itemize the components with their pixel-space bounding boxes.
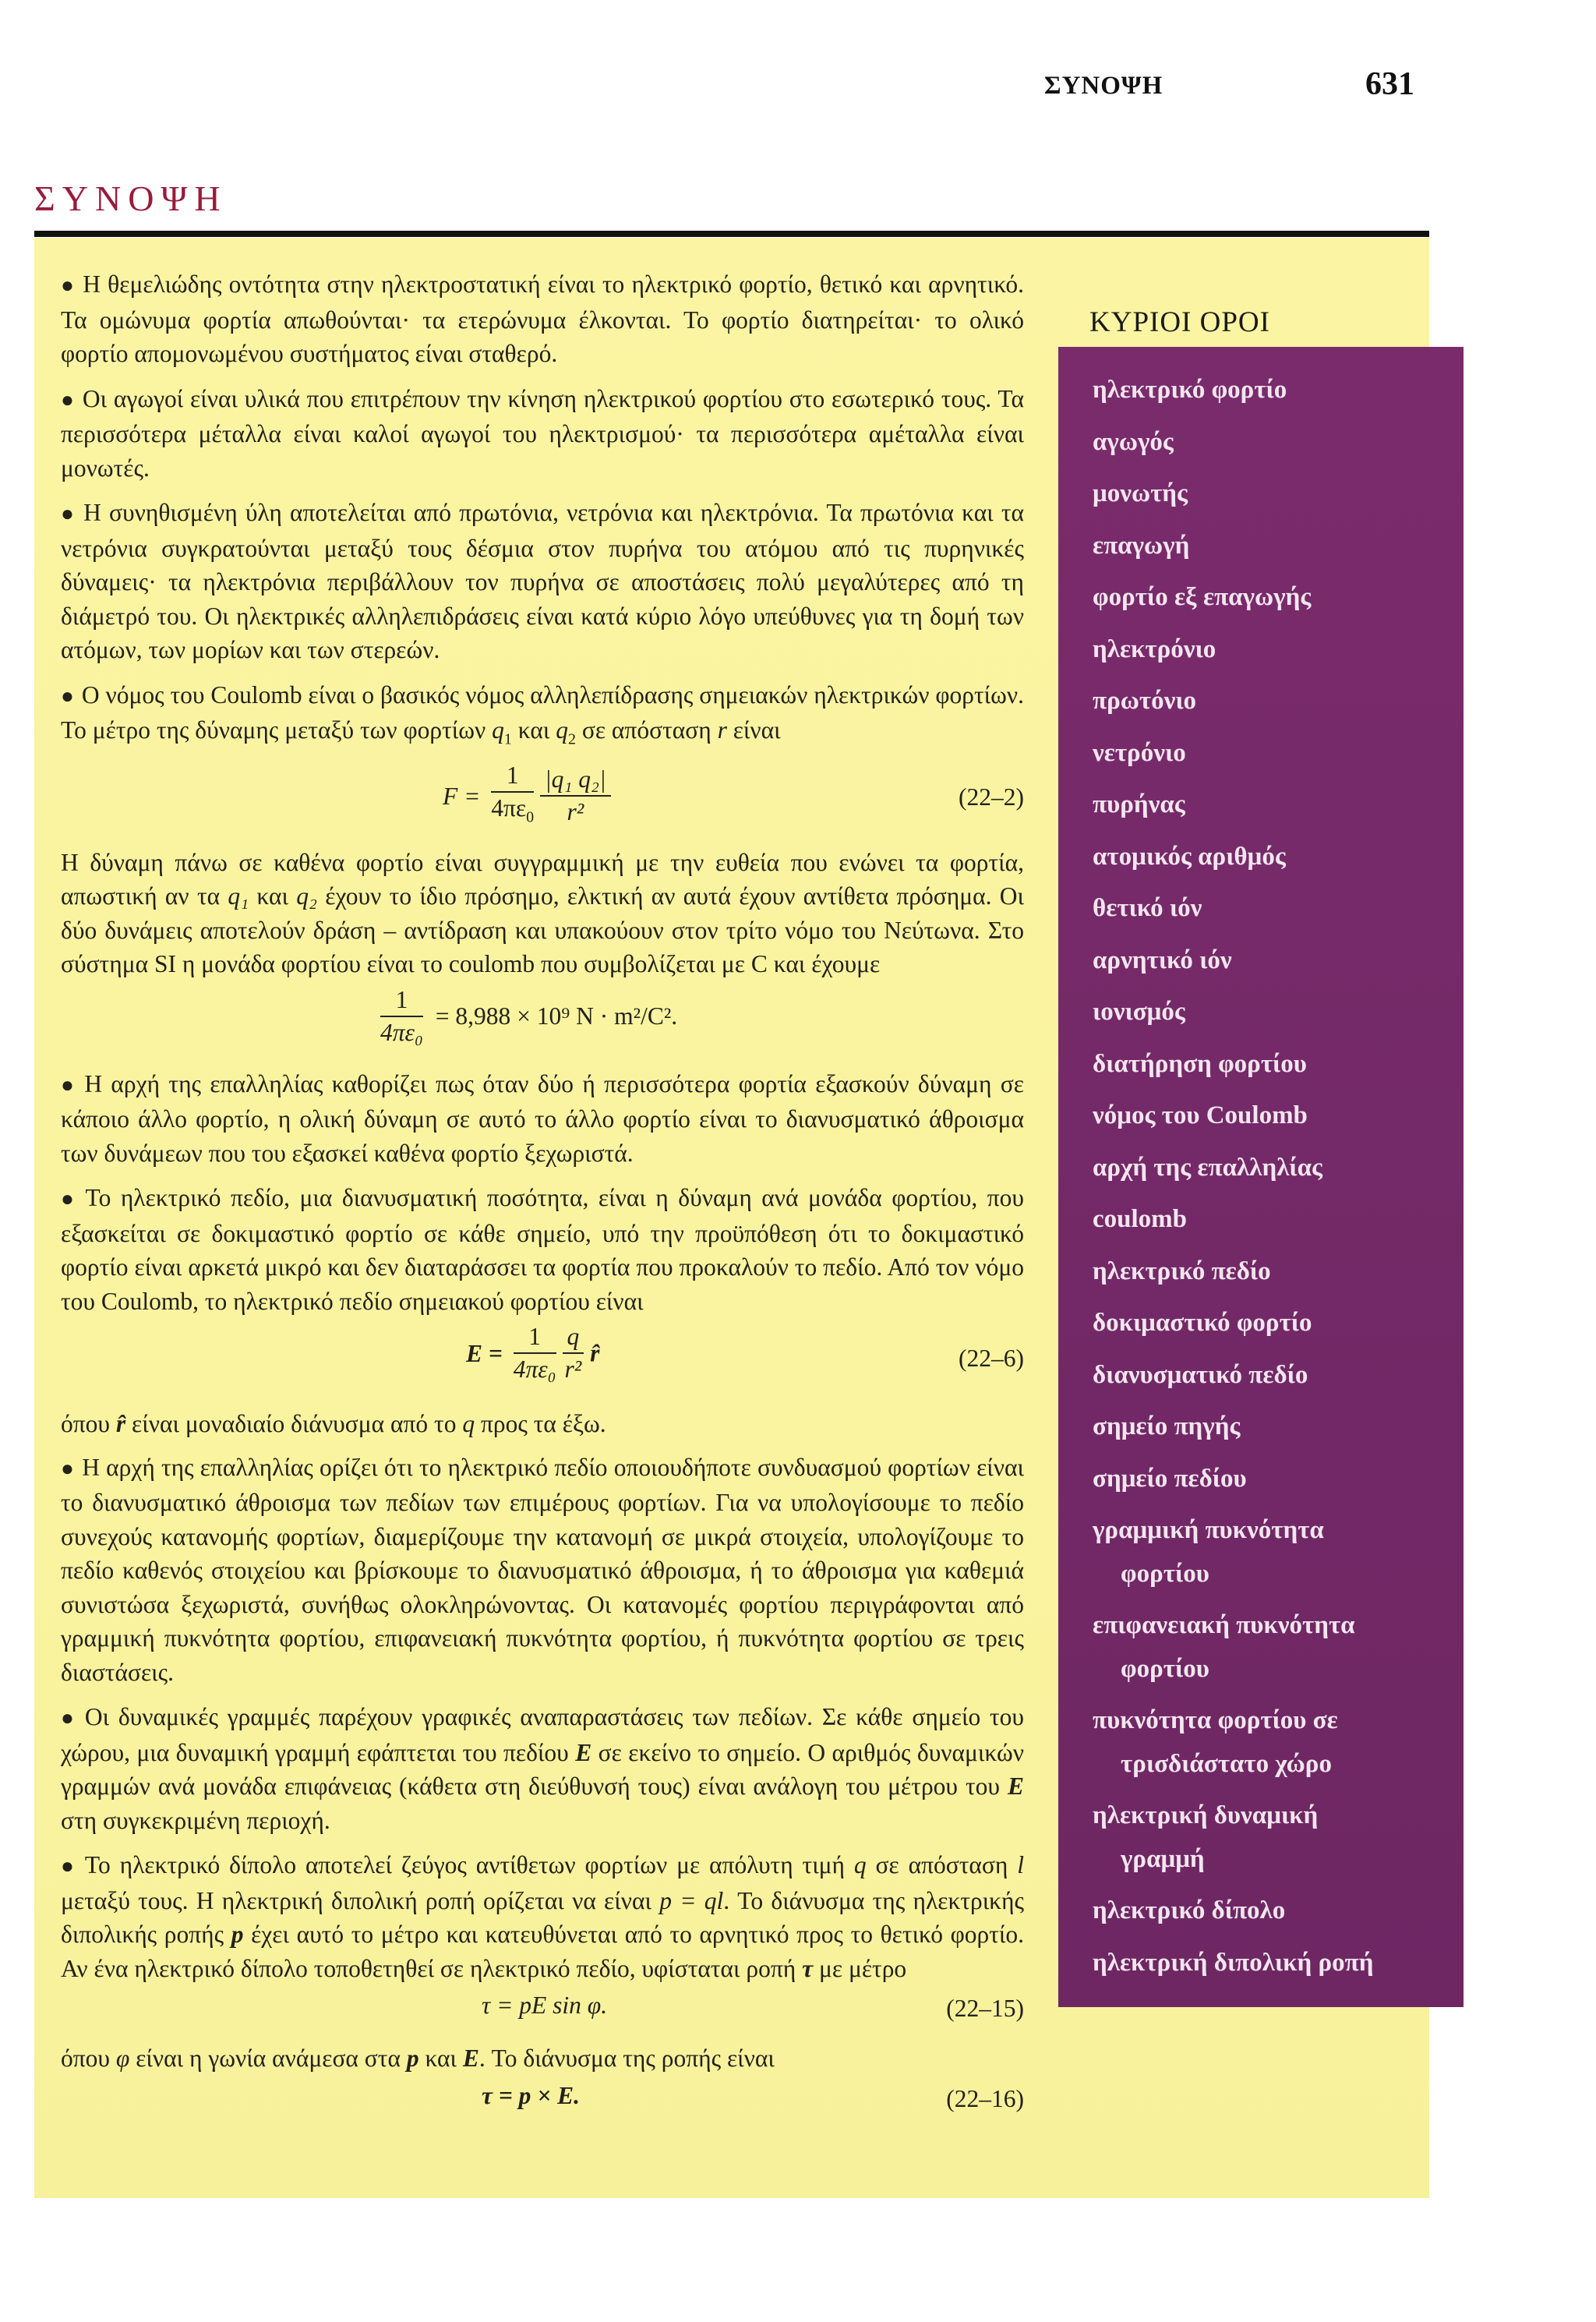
- bullet-icon: ●: [61, 387, 75, 412]
- key-term: διατήρηση φορτίου: [1093, 1049, 1307, 1078]
- equation-number: (22–15): [946, 1995, 1024, 2023]
- page-number: 631: [1365, 66, 1414, 102]
- summary-paragraph: ● Η αρχή της επαλληλίας ορίζει ότι το ηλεκτρικό πεδίο οποιουδήποτε συνδυασμού φορτίων είναι το διανυσματικό άθροισμα των πεδίων των επιμέρους φορτίων. Για να υπολογίσουμε το πεδίο συνεχούς κατανομής φορτίων, διαμερίζουμε την κατανομή σε μικρά στοιχεία, υπολογίζουμε το πεδίο καθενός στοιχείου και βρίσκουμε το διανυσματικό άθροισμα, ή το άθροισμα για καθεμιά συνιστώσα ξεχωριστά, συνήθως ολοκληρώνοντας. Οι κατανομές φορτίου περιγράφονται από γραμμική πυκνότητα φορτίου, επιφανειακή πυκνότητα φορτίου, ή πυκνότητα φορτίου σε τρεις διαστάσεις.: [61, 1453, 1024, 1686]
- equation-dipole-torque-magnitude: τ = pE sin φ. (22–15): [61, 1988, 1024, 2030]
- key-term: επιφανειακή πυκνότητα φορτίου: [1093, 1611, 1355, 1683]
- key-term: θετικό ιόν: [1093, 894, 1202, 922]
- key-term: πυρήνας: [1093, 790, 1185, 818]
- summary-paragraph: ● Οι δυναμικές γραμμές παρέχουν γραφικές αναπαραστάσεις των πεδίων. Σε κάθε σημείο του χώρου, μια δυναμική γραμμή εφάπτεται του πεδίου E σε εκείνο το σημείο. Ο αριθμός δυναμικών γραμμών ανά μονάδα επιφάνειας (κάθετα στη διεύθυνσή τους) είναι ανάλογη του μέτρου του E στη συγκεκριμένη περιοχή.: [61, 1703, 1024, 1834]
- bullet-icon: ●: [61, 274, 76, 298]
- key-term: ατομικός αριθμός: [1093, 842, 1286, 871]
- summary-paragraph: ● Η θεμελιώδης οντότητα στην ηλεκτροστατική είναι το ηλεκτρικό φορτίο, θετικό και αρνητικό. Τα ομώνυμα φορτία απωθούνται· τα ετερώνυμα έλκονται. Το φορτίο διατηρείται· το ολικό φορτίο απομονωμένου συστήματος είναι σταθερό.: [61, 270, 1024, 367]
- bullet-icon: ●: [61, 1854, 77, 1879]
- equation-dipole-torque-vector: τ = p × E. (22–16): [61, 2079, 1024, 2121]
- fraction: $\frac{1}{\text{4πε₀}}$: [513, 1323, 556, 1384]
- summary-paragraph: ● Το ηλεκτρικό πεδίο, μια διανυσματική ποσότητα, είναι η δύναμη ανά μονάδα φορτίου, που εξασκείται σε δοκιμαστικό φορτίο σε κάθε σημείο, υπό την προϋπόθεση ότι το δοκιμαστικό φορτίο είναι αρκετά μικρό και δεν διαταράσσει τα φορτία που προκαλούν το πεδίο. Από τον νόμο του Coulomb, το ηλεκτρικό πεδίο σημειακού φορτίου είναι: [61, 1184, 1024, 1315]
- bullet-icon: ●: [61, 1456, 75, 1481]
- running-title: ΣΥΝΟΨΗ: [1044, 72, 1163, 100]
- summary-paragraph: ● Η αρχή της επαλληλίας καθορίζει πως όταν δύο ή περισσότερα φορτία εξασκούν δύναμη σε κάποιο άλλο φορτίο, η ολική δύναμη σε αυτό το άλλο φορτίο είναι το διανυσματικό άθροισμα των δυνάμεων που του εξασκεί καθένα φορτίο ξεχωριστά.: [61, 1069, 1024, 1167]
- summary-paragraph: ● Οι αγωγοί είναι υλικά που επιτρέπουν την κίνηση ηλεκτρικού φορτίου στο εσωτερικό τους. Τα περισσότερα μέταλλα είναι καλοί αγωγοί του ηλεκτρισμού· τα περισσότερα αμέταλλα είναι μονωτές.: [61, 384, 1024, 482]
- summary-paragraph: όπου φ είναι η γωνία ανάμεσα στα p και E. Το διάνυσμα της ροπής είναι: [61, 2045, 775, 2073]
- equation-point-charge-field: E = $\frac{1}{\text{4πε₀}}$ $\frac{q}{\text{r²}}$ r̂ (22–6): [61, 1321, 1024, 1396]
- key-term: φορτίο εξ επαγωγής: [1093, 583, 1312, 611]
- key-term: ηλεκτρικό πεδίο: [1093, 1256, 1271, 1285]
- equation-number: (22–2): [959, 783, 1024, 811]
- key-term: σημείο πεδίου: [1093, 1464, 1247, 1493]
- summary-paragraph: ● Η συνηθισμένη ύλη αποτελείται από πρωτόνια, νετρόνια και ηλεκτρόνια. Τα πρωτόνια και τα νετρόνια συγκρατούνται μεταξύ τους δέσμια στον πυρήνα του ατόμου από τις πυρηνικές δύναμεις· τα ηλεκτρόνια περιβάλλουν τον πυρήνα σε αποστάσεις πολύ μεγαλύτερες από τη διάμετρό του. Οι ηλεκτρικές αλληλεπιδράσεις είναι κατά κύριο λόγο υπεύθυνες για τη δομή των ατόμων, των μορίων και των στερεών.: [61, 499, 1024, 663]
- fraction: $\frac{\text{|q₁ q₂|}}{\text{r²}}$: [540, 764, 611, 828]
- key-term: γραμμική πυκνότητα φορτίου: [1093, 1516, 1324, 1588]
- key-term: νετρόνιο: [1093, 738, 1186, 767]
- key-term: σημείο πηγής: [1093, 1412, 1241, 1440]
- key-term: δοκιμαστικό φορτίο: [1093, 1309, 1312, 1337]
- key-term: ηλεκτρική δυναμική γραμμή: [1093, 1801, 1319, 1873]
- key-term: ιονισμός: [1093, 998, 1185, 1026]
- key-term: αρνητικό ιόν: [1093, 945, 1232, 974]
- bullet-icon: ●: [61, 1706, 77, 1731]
- fraction: $\frac{q}{\text{r²}}$: [563, 1321, 584, 1385]
- equation-number: (22–6): [959, 1345, 1024, 1373]
- fraction: $\frac{1}{\text{4πε₀}}$: [380, 985, 423, 1046]
- fraction: $\frac{1}{4\pi\varepsilon_0}$: [491, 761, 535, 826]
- bullet-icon: ●: [61, 1187, 78, 1212]
- key-term: ηλεκτρόνιο: [1093, 634, 1216, 663]
- key-term: ηλεκτρικό δίπολο: [1093, 1896, 1286, 1924]
- summary-paragraph: ● Ο νόμος του Coulomb είναι ο βασικός νόμος αλληλεπίδρασης σημειακών ηλεκτρικών φορτίων. Το μέτρο της δύναμης μεταξύ των φορτίων $q_1$ και $q_2$ σε απόσταση r είναι: [61, 680, 1024, 748]
- key-term: ηλεκτρικό φορτίο: [1093, 376, 1287, 404]
- running-head: [0, 65, 1596, 104]
- key-term: νόμος του Coulomb: [1093, 1101, 1308, 1129]
- heading-rule: [34, 231, 1429, 237]
- section-heading: ΣΥΝΟΨΗ: [34, 178, 228, 218]
- summary-paragraph: ● Το ηλεκτρικό δίπολο αποτελεί ζεύγος αντίθετων φορτίων με απόλυτη τιμή q σε απόσταση l μεταξύ τους. Η ηλεκτρική διπολική ροπή ορίζεται να είναι p = ql. Το διάνυσμα της ηλεκτρικής διπολικής ροπής p έχει αυτό το μέτρο και κατευθύνεται από το αρνητικό προς το θετικό φορτίο. Αν ένα ηλεκτρικό δίπολο τοποθετηθεί σε ηλεκτρικό πεδίο, υφίσταται ροπή τ με μέτρο: [61, 1851, 1025, 1982]
- summary-paragraph: Η δύναμη πάνω σε καθένα φορτίο είναι συγγραμμική με την ευθεία που ενώνει τα φορτία, απωστική αν τα q₁ και q₂ έχουν το ίδιο πρόσημο, ελκτική αν αυτά έχουν αντίθετα πρόσημα. Οι δύο δυνάμεις αποτελούν δράση – αντίδραση και υπακούουν στον τρίτο νόμο του Νεύτωνα. Στο σύστημα SI η μονάδα φορτίου είναι το coulomb που συμβολίζεται με C και έχουμε: [61, 848, 1025, 978]
- equation-coulomb-constant: $\frac{1}{\text{4πε₀}}$ = 8,988 × 10⁹ N · m²/C².: [61, 984, 1024, 1056]
- key-terms-list: [1093, 368, 1459, 1992]
- key-term: διανυσματικό πεδίο: [1093, 1360, 1308, 1389]
- summary-paragraph: όπου r̂ είναι μοναδιαίο διάνυσμα από το q προς τα έξω.: [61, 1410, 606, 1438]
- key-term: αγωγός: [1093, 427, 1174, 456]
- bullet-icon: ●: [61, 502, 76, 526]
- summary-text: [61, 267, 1024, 2132]
- key-term: μονωτής: [1093, 479, 1188, 507]
- key-term: coulomb: [1093, 1205, 1188, 1233]
- key-term: πρωτόνιο: [1093, 687, 1197, 715]
- key-term: ηλεκτρική διπολική ροπή: [1093, 1948, 1374, 1977]
- key-term: πυκνότητα φορτίου σε τρισδιάστατο χώρο: [1093, 1706, 1338, 1778]
- equation-number: (22–16): [946, 2084, 1024, 2112]
- key-terms-title: ΚΥΡΙΟΙ ΟΡΟΙ: [1089, 306, 1270, 338]
- key-term: επαγωγή: [1093, 531, 1190, 560]
- bullet-icon: ●: [61, 684, 74, 709]
- equation-coulomb-law: F = $\frac{1}{4\pi\varepsilon_0}$ $\frac{\text{|q₁ q₂|}}{\text{r²}}$ (22–2): [61, 760, 1024, 835]
- key-term: αρχή της επαλληλίας: [1093, 1153, 1322, 1182]
- bullet-icon: ●: [61, 1073, 77, 1097]
